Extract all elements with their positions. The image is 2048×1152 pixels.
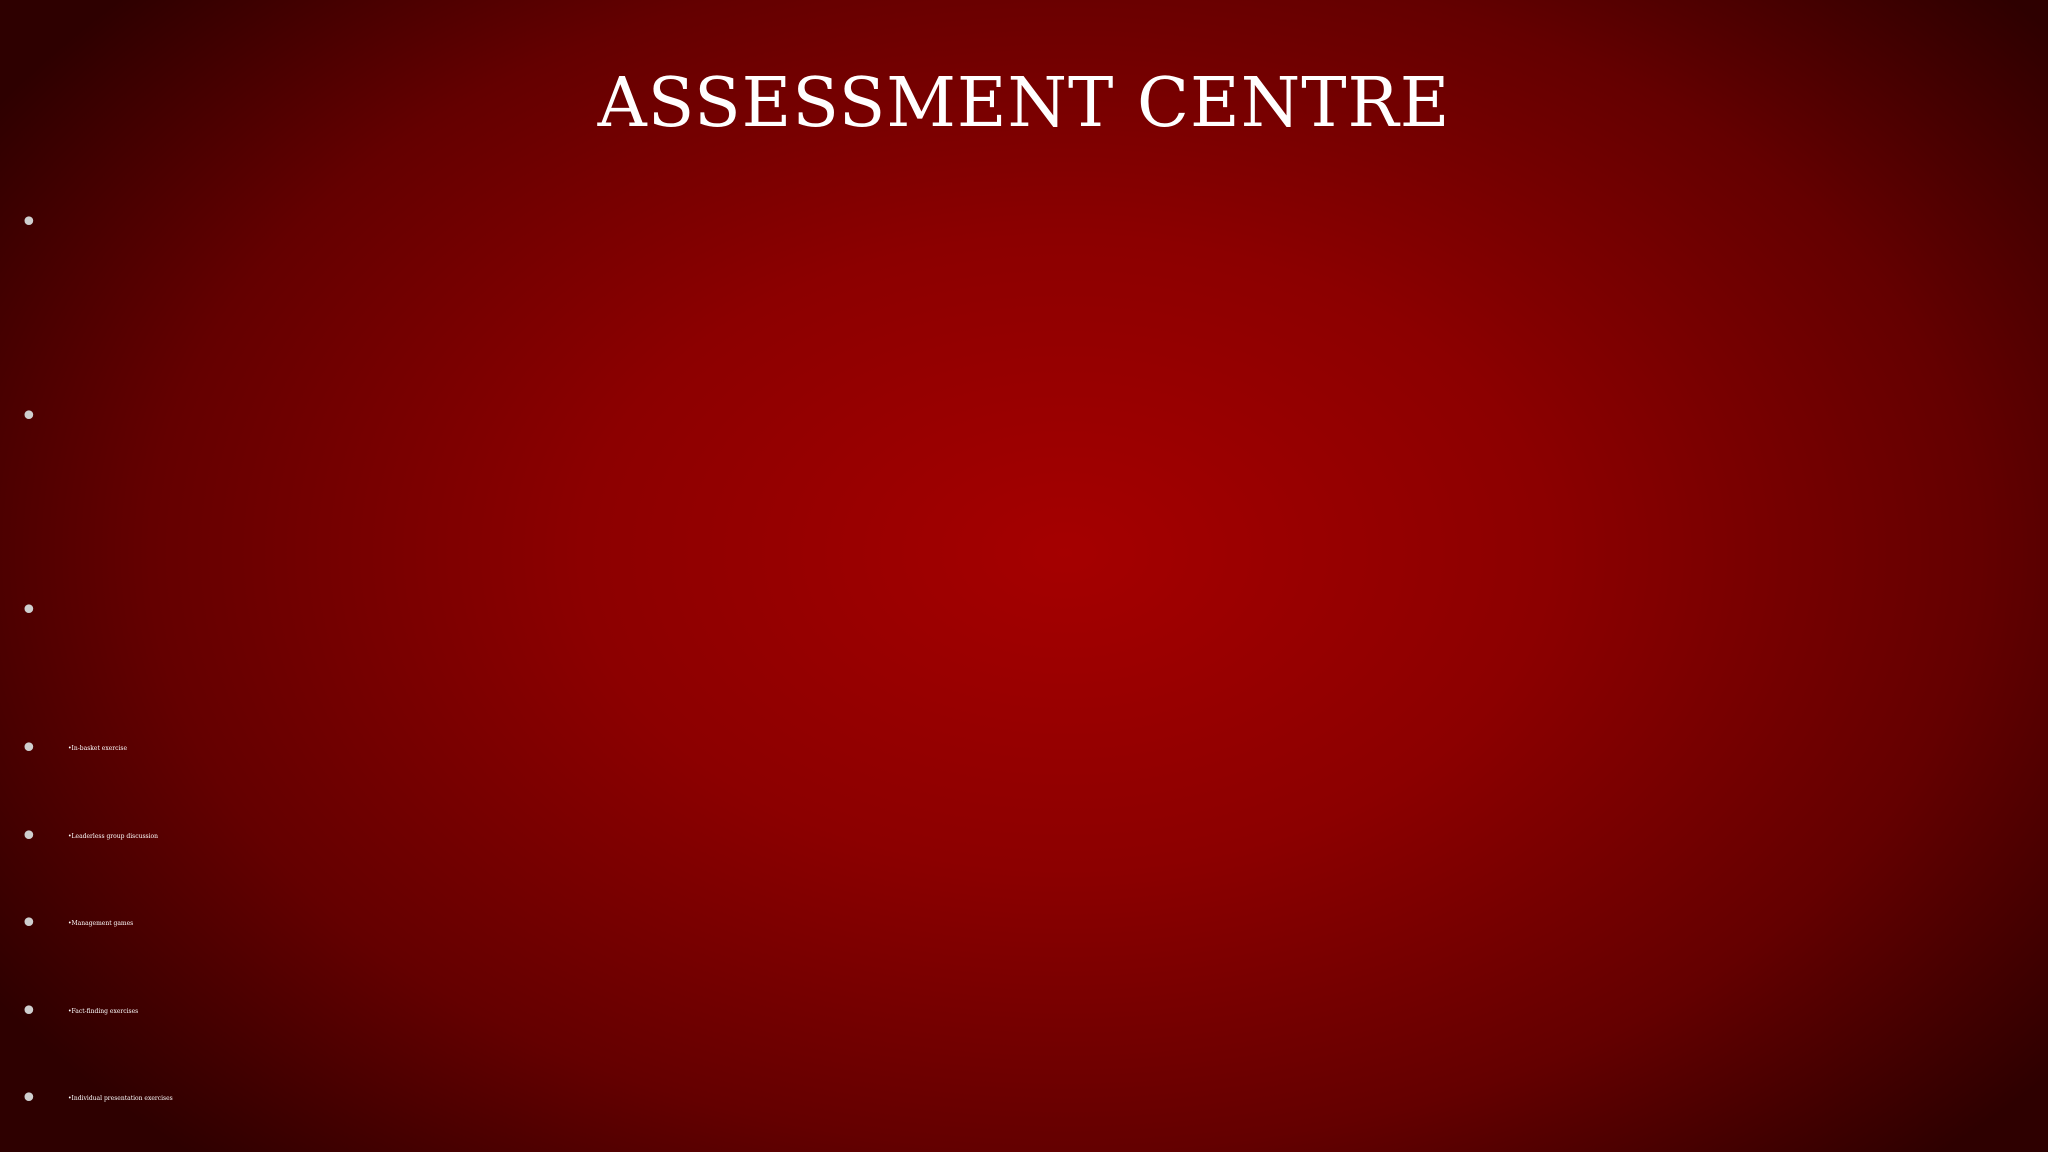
bullet-item-simulation-technique: [16, 584, 2046, 690]
bullet-text: •Leaderless group discussion: [68, 833, 158, 840]
bullet-line: [68, 584, 2046, 637]
bullet-marker: •: [20, 205, 38, 240]
bullet-text: •Fact-finding exercises: [68, 1008, 139, 1015]
bullet-marker: •: [20, 1081, 38, 1116]
bullet-text: [68, 584, 2046, 690]
bullet-text: [68, 390, 2046, 549]
bullet-item-in-basket: [16, 722, 2046, 775]
bullet-text: [68, 196, 2046, 355]
bullet-item-management-games: [16, 897, 2046, 950]
bullet-line: [68, 249, 2046, 302]
bullet-marker: •: [20, 399, 38, 434]
bullet-text: •In-basket exercise: [68, 745, 128, 752]
bullet-text: •Individual presentation exercises: [68, 1095, 173, 1102]
bullet-text: •Management games: [68, 920, 134, 927]
bullet-item-leaderless-group: [16, 810, 2046, 863]
bullet-marker: •: [20, 819, 38, 854]
bullet-line: [68, 196, 2046, 249]
bullet-line: [68, 496, 2046, 549]
bullet-line: [68, 443, 2046, 496]
bullet-item-traditional-centre: [16, 390, 2046, 549]
bullet-item-fact-finding: [16, 985, 2046, 1038]
bullet-item-individual-presentation: [16, 1072, 2046, 1125]
bullet-marker: •: [20, 906, 38, 941]
slide-title: ASSESSMENT CENTRE: [597, 64, 1451, 143]
bullet-marker: •: [20, 593, 38, 628]
bullet-marker: •: [20, 994, 38, 1029]
bullet-line: [68, 637, 2046, 690]
bullet-marker: •: [20, 731, 38, 766]
bullet-item-definition: [16, 196, 2046, 355]
bullet-line: [68, 390, 2046, 443]
bullet-line: [68, 302, 2046, 355]
